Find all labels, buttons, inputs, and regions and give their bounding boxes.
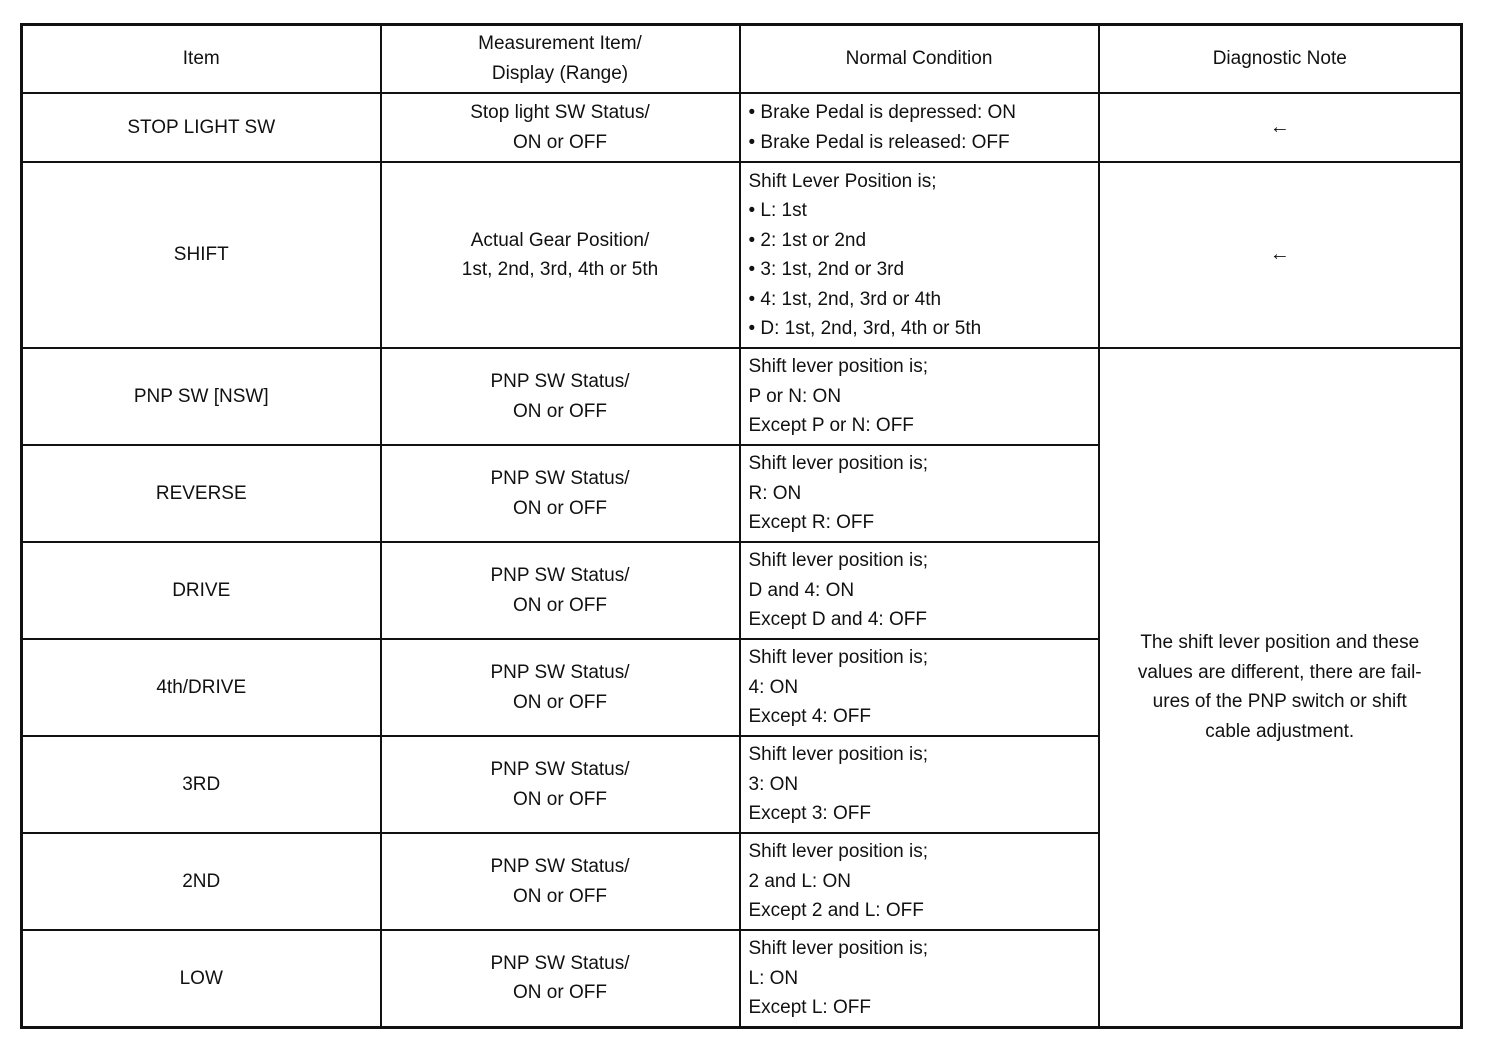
note-line: cable adjustment. (1205, 720, 1355, 742)
header-measurement-line: Display (Range) (491, 63, 629, 84)
measurement-line: PNP SW Status/ (490, 468, 630, 489)
condition-line: Except P or N: OFF (748, 415, 914, 437)
measurement-line: PNP SW Status/ (490, 371, 630, 392)
condition-cell (740, 93, 1099, 162)
measurement-line: ON or OFF (513, 885, 607, 907)
measurement-line: ON or OFF (513, 788, 607, 810)
condition-line: Shift lever position is; (748, 938, 929, 959)
item-cell: LOW (22, 930, 381, 1027)
condition-line: Shift lever position is; (748, 647, 929, 669)
condition-line: Shift lever position is; (748, 356, 929, 378)
condition-cell (740, 930, 1099, 1027)
note-line: The shift lever position and these (1140, 632, 1420, 654)
measurement-line: ON or OFF (513, 982, 607, 1004)
measurement-cell (381, 736, 740, 833)
header-item: Item (22, 25, 381, 94)
table-row (22, 93, 1462, 162)
condition-line: • Brake Pedal is depressed: ON (748, 102, 1017, 123)
condition-line: • 4: 1st, 2nd, 3rd or 4th (748, 288, 942, 310)
condition-line: • L: 1st (748, 200, 807, 221)
header-condition: Normal Condition (740, 25, 1099, 94)
measurement-cell (381, 162, 740, 348)
condition-cell (740, 833, 1099, 930)
shared-note-cell (1099, 348, 1462, 1027)
condition-line: D and 4: ON (748, 579, 855, 601)
item-cell: 3RD (22, 736, 381, 833)
condition-line: Shift lever position is; (748, 744, 929, 766)
measurement-line: Stop light SW Status/ (470, 102, 650, 123)
measurement-cell (381, 542, 740, 639)
measurement-cell (381, 93, 740, 162)
condition-line: R: ON (748, 482, 802, 504)
shared-note-text (1100, 628, 1461, 746)
measurement-line: 1st, 2nd, 3rd, 4th or 5th (461, 259, 659, 280)
condition-line: Except D and 4: OFF (748, 609, 927, 631)
condition-cell (740, 445, 1099, 542)
condition-line: Except 2 and L: OFF (748, 900, 924, 922)
item-cell: DRIVE (22, 542, 381, 639)
condition-line: Except R: OFF (748, 512, 875, 534)
condition-line: Shift lever position is; (748, 841, 929, 863)
measurement-line: ON or OFF (513, 400, 607, 422)
condition-line: • Brake Pedal is released: OFF (748, 131, 1010, 153)
measurement-line: ON or OFF (513, 131, 607, 153)
condition-line: • D: 1st, 2nd, 3rd, 4th or 5th (748, 318, 982, 339)
condition-cell (740, 639, 1099, 736)
diagnostic-data-table (20, 23, 1463, 1029)
condition-cell (740, 348, 1099, 445)
header-row (22, 25, 1462, 94)
note-cell (1099, 162, 1462, 348)
left-arrow-icon: ← (1269, 243, 1290, 266)
condition-cell (740, 736, 1099, 833)
condition-line: Except 3: OFF (748, 803, 871, 825)
measurement-cell (381, 445, 740, 542)
condition-line: P or N: ON (748, 385, 842, 407)
measurement-line: PNP SW Status/ (490, 565, 630, 586)
measurement-line: PNP SW Status/ (490, 662, 630, 683)
table-row (22, 162, 1462, 348)
condition-line: Shift lever position is; (748, 550, 929, 572)
note-cell (1099, 93, 1462, 162)
condition-line: Except L: OFF (748, 997, 871, 1018)
measurement-cell (381, 833, 740, 930)
condition-cell (740, 542, 1099, 639)
item-cell: 4th/DRIVE (22, 639, 381, 736)
condition-line: Shift Lever Position is; (748, 170, 937, 192)
table-row (22, 348, 1462, 445)
condition-cell (740, 162, 1099, 348)
header-measurement (381, 25, 740, 94)
item-cell: SHIFT (22, 162, 381, 348)
measurement-line: PNP SW Status/ (490, 952, 630, 974)
condition-line: Except 4: OFF (748, 706, 871, 728)
note-line: ures of the PNP switch or shift (1152, 691, 1407, 713)
measurement-cell (381, 639, 740, 736)
measurement-cell (381, 348, 740, 445)
header-note: Diagnostic Note (1099, 25, 1462, 94)
condition-line: Shift lever position is; (748, 453, 929, 475)
condition-line: L: ON (748, 967, 799, 989)
measurement-cell (381, 930, 740, 1027)
header-measurement-line: Measurement Item/ (478, 33, 642, 54)
item-cell: STOP LIGHT SW (22, 93, 381, 162)
measurement-line: PNP SW Status/ (490, 856, 630, 877)
note-line: values are different, there are fail- (1137, 661, 1422, 683)
measurement-line: ON or OFF (513, 594, 607, 616)
left-arrow-icon: ← (1269, 115, 1290, 138)
condition-line: 2 and L: ON (748, 870, 851, 892)
condition-line: • 3: 1st, 2nd or 3rd (748, 259, 905, 280)
condition-line: 3: ON (748, 773, 799, 795)
measurement-line: Actual Gear Position/ (470, 229, 650, 251)
measurement-line: PNP SW Status/ (490, 759, 630, 780)
condition-line: • 2: 1st or 2nd (748, 229, 867, 251)
measurement-line: ON or OFF (513, 497, 607, 519)
item-cell: REVERSE (22, 445, 381, 542)
condition-line: 4: ON (748, 676, 799, 698)
item-cell: 2ND (22, 833, 381, 930)
measurement-line: ON or OFF (513, 691, 607, 713)
item-cell: PNP SW [NSW] (22, 348, 381, 445)
